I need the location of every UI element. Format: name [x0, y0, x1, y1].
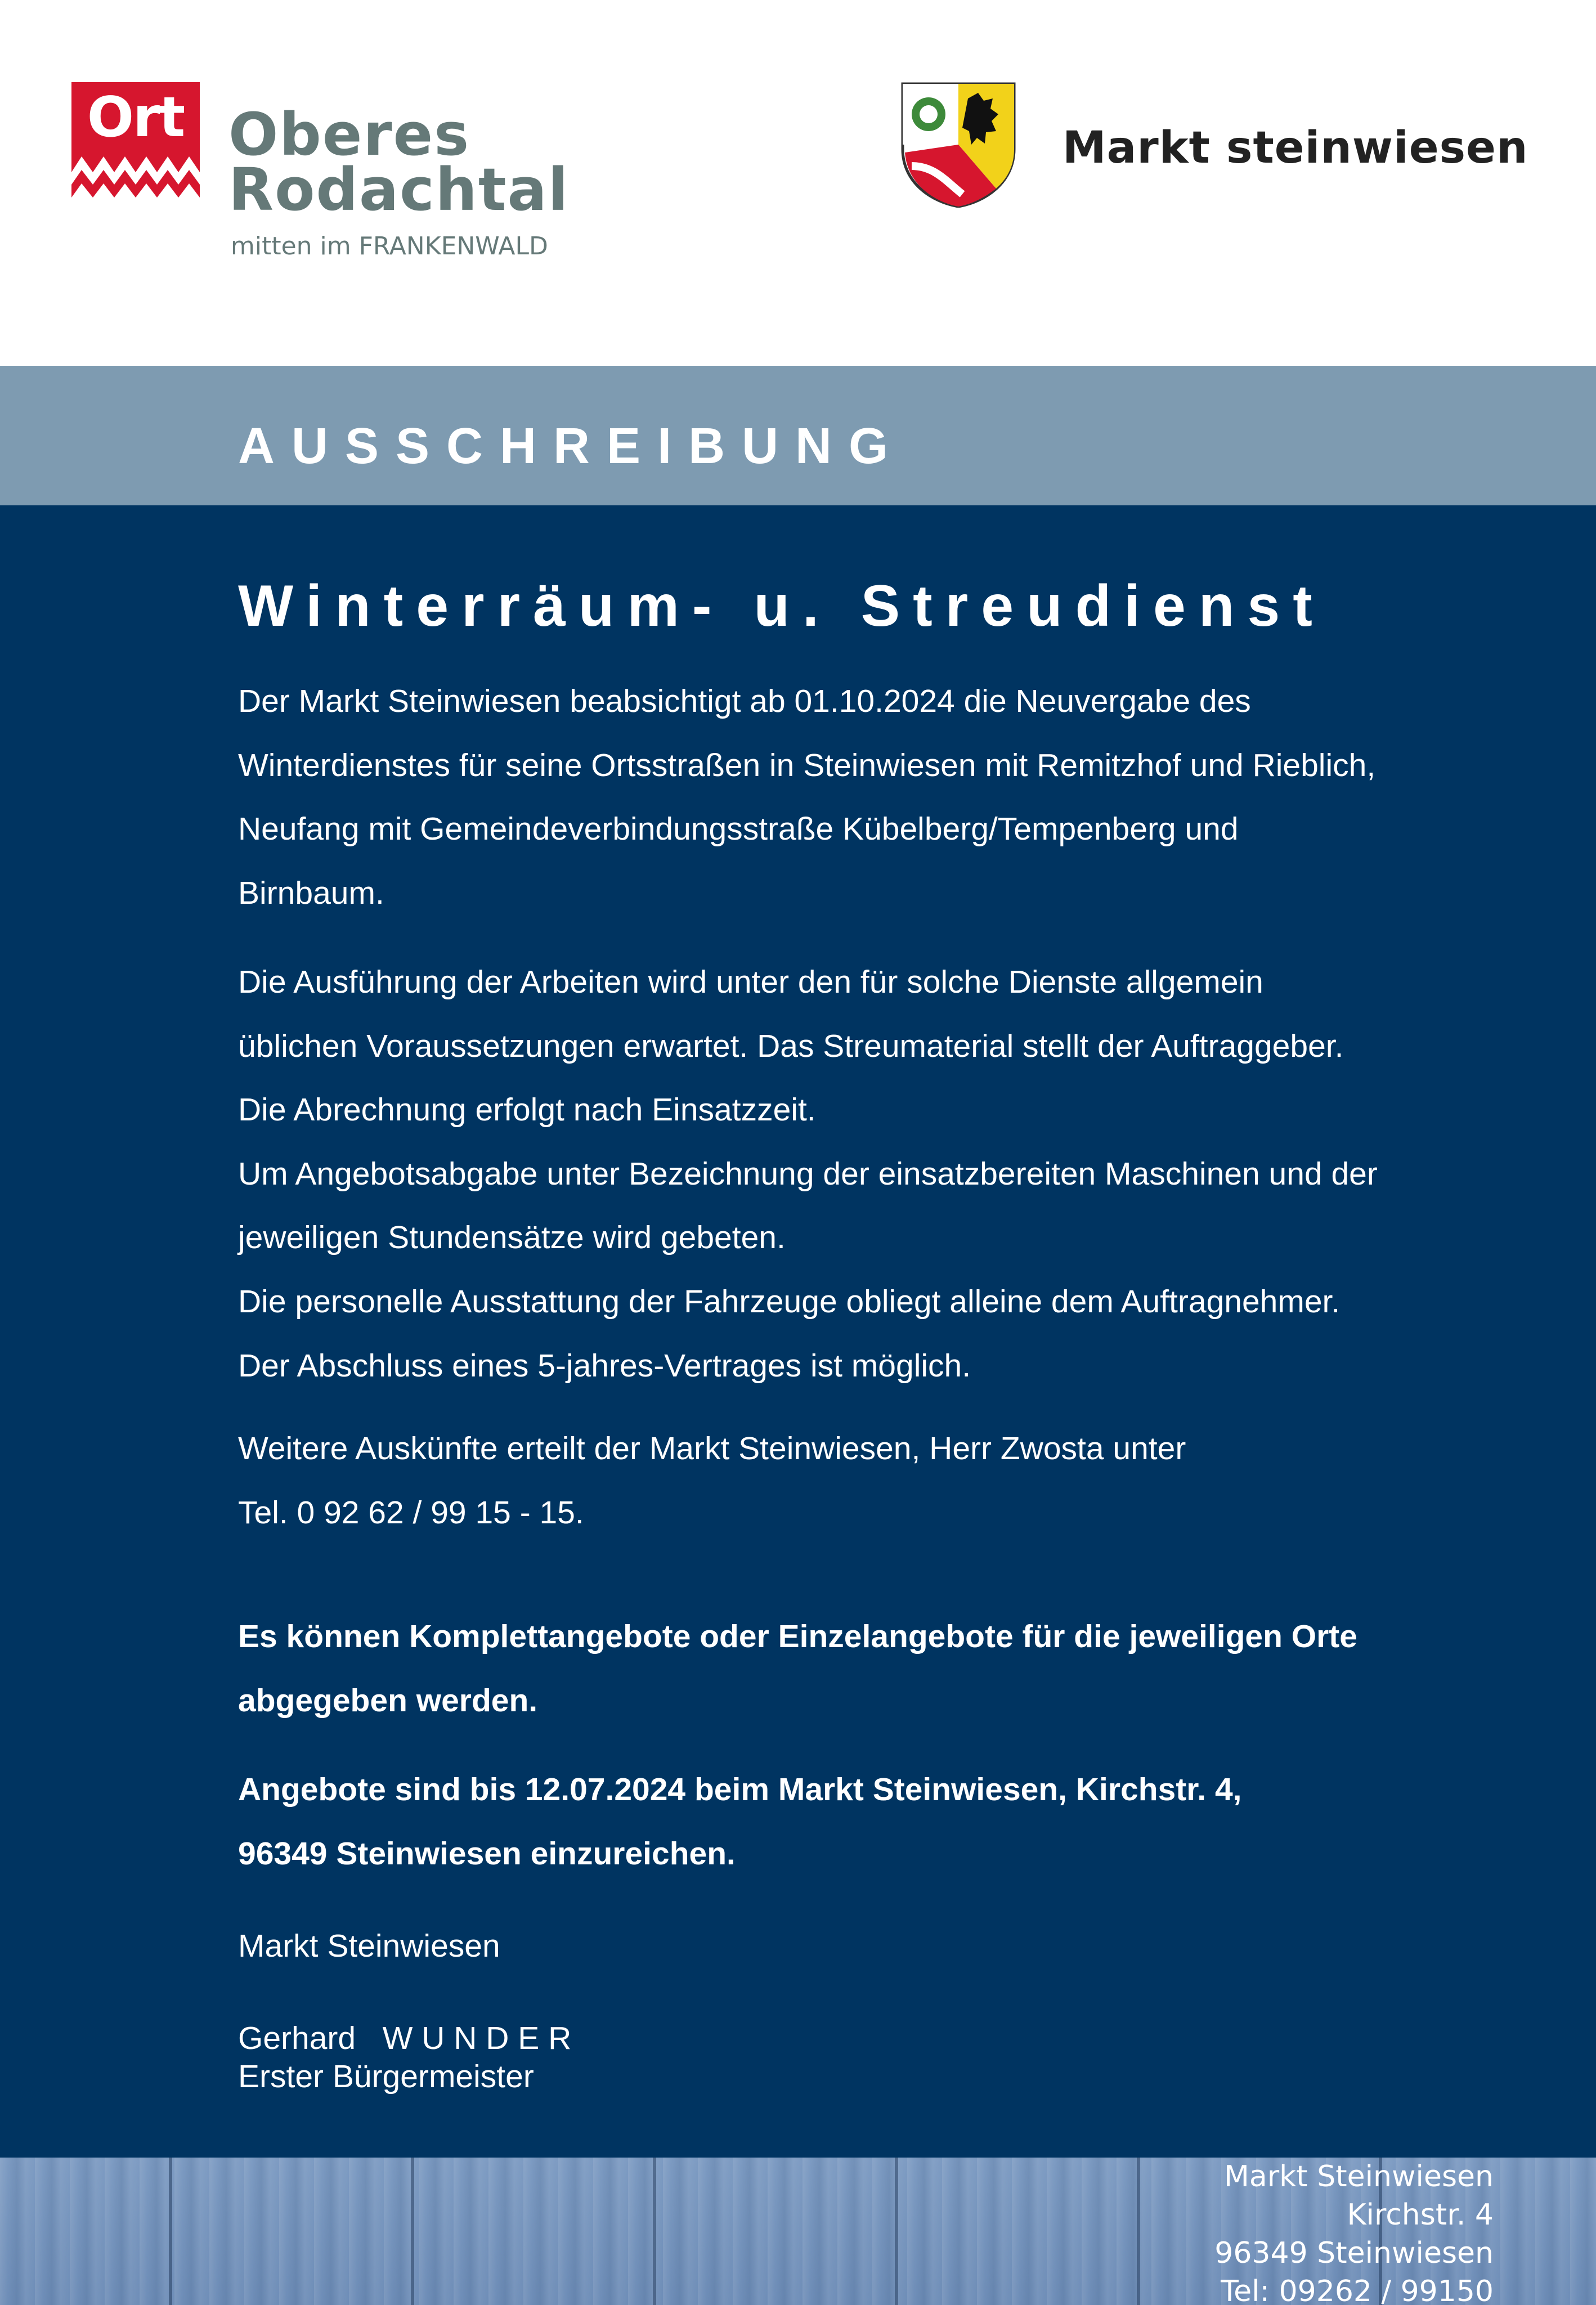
text-line: Angebote sind bis 12.07.2024 beim Markt Steinwiesen, Kirchstr. 4,: [238, 1772, 1242, 1808]
address-line: Markt Steinwiesen: [1224, 2160, 1494, 2194]
text-line: 96349 Steinwiesen einzureichen.: [238, 1835, 736, 1872]
text-line: Tel. 0 92 62 / 99 15 - 15.: [238, 1494, 584, 1531]
page-title: Winterräum- u. Streudienst: [238, 573, 1325, 639]
ort-name: [228, 100, 570, 224]
paragraph-offer-types: [238, 1605, 1532, 1733]
text-line: Birnbaum.: [238, 875, 384, 911]
text-line: Der Markt Steinwiesen beabsichtigt ab 01.10.2024 die Neuvergabe des: [238, 683, 1251, 719]
address-line: Tel: 09262 / 99150: [1221, 2275, 1494, 2305]
address-line: Kirchstr. 4: [1347, 2198, 1494, 2232]
text-line: Die Ausführung der Arbeiten wird unter den für solche Dienste allgemein: [238, 964, 1263, 1000]
ort-name-line2: Rodachtal: [228, 155, 570, 224]
ort-name-line1: Oberes: [228, 100, 470, 169]
title-band: [0, 366, 1596, 505]
paragraph-deadline: [238, 1758, 1532, 1886]
text-line: Weitere Auskünfte erteilt der Markt Steinwiesen, Herr Zwosta unter: [238, 1430, 1186, 1467]
coat-of-arms-icon: [900, 82, 1016, 208]
signature-block: [238, 2019, 571, 2096]
ort-badge-text: Ort: [87, 86, 185, 150]
header: [0, 0, 1596, 366]
text-line: Neufang mit Gemeindeverbindungsstraße Kübelberg/Tempenberg und: [238, 811, 1239, 847]
main-content: [0, 505, 1596, 2158]
signer-title: Erster Bürgermeister: [238, 2059, 534, 2095]
ort-rake-icon: [71, 82, 200, 210]
address-line: 96349 Steinwiesen: [1214, 2236, 1494, 2270]
text-line: Die personelle Ausstattung der Fahrzeuge obliegt alleine dem Auftragnehmer.: [238, 1283, 1341, 1320]
text-line: abgegeben werden.: [238, 1682, 538, 1719]
text-line: Die Abrechnung erfolgt nach Einsatzzeit.: [238, 1092, 816, 1128]
text-line: üblichen Voraussetzungen erwartet. Das Streumaterial stellt der Auftraggeber.: [238, 1028, 1344, 1064]
paragraph-conditions: [238, 950, 1532, 1398]
signer-name: Gerhard W U N D E R: [238, 2020, 572, 2056]
footer-wood: [0, 2158, 1596, 2305]
closing-line: Markt Steinwiesen: [238, 1928, 500, 1964]
paragraph-intro: [238, 670, 1532, 925]
text-line: jeweiligen Stundensätze wird gebeten.: [238, 1219, 786, 1256]
band-title: AUSSCHREIBUNG: [238, 418, 905, 474]
text-line: Um Angebotsabgabe unter Bezeichnung der einsatzbereiten Maschinen und der: [238, 1155, 1378, 1192]
text-line: Winterdienstes für seine Ortsstraßen in Steinwiesen mit Remitzhof und Rieblich,: [238, 747, 1376, 783]
markt-steinwiesen-logo: Markt steinwiesen: [1062, 123, 1528, 173]
footer-address: [1214, 2158, 1494, 2305]
text-line: Der Abschluss eines 5-jahres-Vertrages ist möglich.: [238, 1347, 971, 1384]
ort-logo: [71, 82, 200, 210]
text-line: Es können Komplettangebote oder Einzelangebote für die jeweiligen Orte: [238, 1618, 1357, 1654]
ort-tagline: mitten im FRANKENWALD: [231, 232, 548, 261]
paragraph-contact: [238, 1417, 1532, 1545]
